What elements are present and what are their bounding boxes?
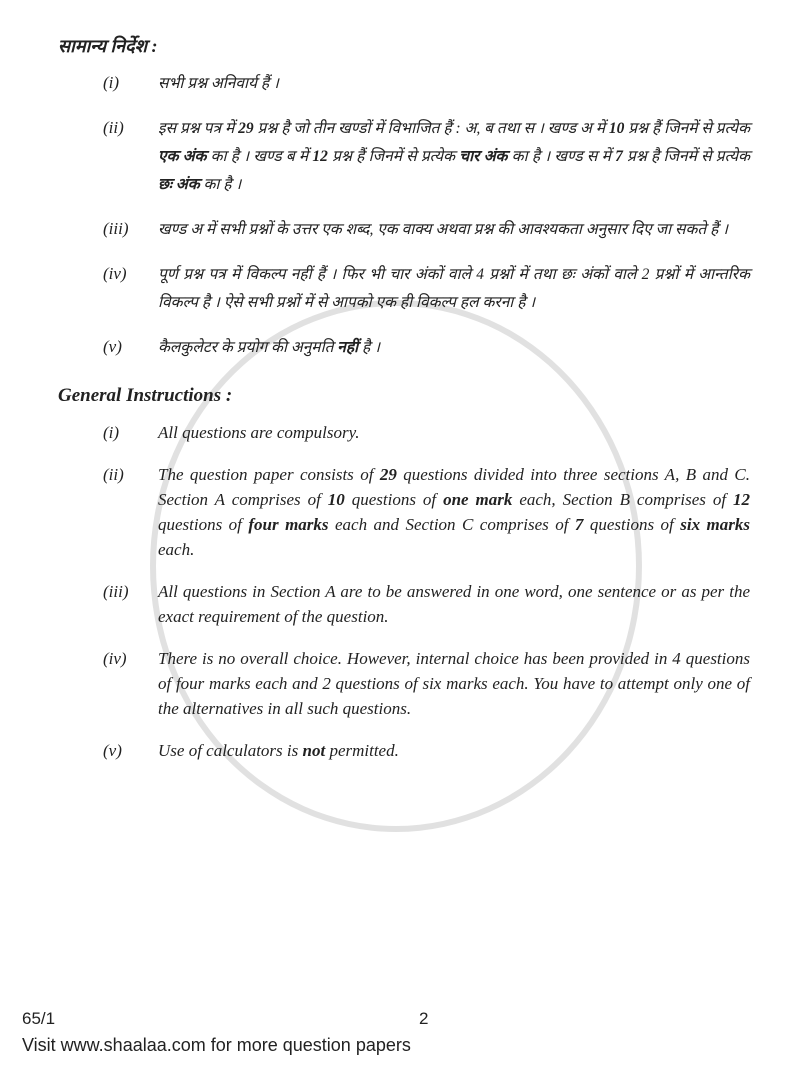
text-segment: प्रश्न है जो तीन खण्डों में विभाजित हैं : अ, ब तथा स । खण्ड अ में <box>253 120 609 137</box>
item-number: (iii) <box>103 219 129 238</box>
item-text <box>158 738 750 763</box>
item-text <box>158 462 750 562</box>
text-segment: Use of calculators is <box>158 741 303 760</box>
item-number: (iii) <box>103 582 129 601</box>
hindi-instruction-item <box>103 334 753 362</box>
english-instruction-item <box>103 420 753 445</box>
item-text <box>158 646 750 721</box>
text-segment: each. <box>158 540 195 559</box>
visit-link[interactable]: Visit www.shaalaa.com for more question papers <box>22 1035 411 1055</box>
hindi-instructions <box>0 70 800 362</box>
bold-text: 10 <box>327 490 345 509</box>
bold-text: 7 <box>574 515 584 534</box>
text-segment: इस प्रश्न पत्र में <box>158 120 239 137</box>
text-segment: का है । खण्ड ब में <box>206 148 313 165</box>
bold-text: four marks <box>248 515 329 534</box>
hindi-heading: सामान्य निर्देश : <box>58 36 158 56</box>
bold-text: one mark <box>443 490 513 509</box>
item-number: (i) <box>103 73 120 92</box>
bold-text: 12 <box>312 148 328 165</box>
bold-text: 29 <box>238 120 254 137</box>
text-segment: each, Section B comprises of <box>512 490 733 509</box>
item-text <box>158 334 750 362</box>
text-segment: का है । खण्ड स में <box>507 148 616 165</box>
text-segment: का है । <box>199 176 242 193</box>
text-segment: पूर्ण प्रश्न पत्र में विकल्प नहीं हैं । फिर भी चार अंकों वाले 4 प्रश्नों में तथा छः अंकों वाले 2 प्रश्नों में आन्तरिक विकल्प है । ऐसे सभी प्रश्नों में से आपको एक ही विकल्प हल करना है । <box>158 266 750 311</box>
bold-text: एक अंक <box>158 148 207 165</box>
text-segment: The question paper consists of <box>158 465 380 484</box>
bold-text: six marks <box>680 515 751 534</box>
english-heading: General Instructions : <box>58 385 233 406</box>
item-text <box>158 420 750 445</box>
page-number: 2 <box>419 1009 429 1028</box>
bold-text: 7 <box>615 148 623 165</box>
text-segment: questions of <box>583 515 681 534</box>
text-segment: each and Section C comprises of <box>328 515 575 534</box>
item-number: (iv) <box>103 264 127 283</box>
bold-text: छः अंक <box>158 176 200 193</box>
text-segment: सभी प्रश्न अनिवार्य हैं । <box>158 75 279 92</box>
text-segment: है । <box>358 339 381 356</box>
item-number: (ii) <box>103 118 124 137</box>
text-segment: permitted. <box>325 741 399 760</box>
text-segment: खण्ड अ में सभी प्रश्नों के उत्तर एक शब्द, एक वाक्य अथवा प्रश्न की आवश्यकता अनुसार दिए जा सकते हैं । <box>158 221 729 238</box>
item-text <box>158 70 750 98</box>
item-text <box>158 261 750 317</box>
hindi-instruction-item <box>103 70 753 98</box>
bold-text: चार अंक <box>459 148 508 165</box>
paper-code: 65/1 <box>22 1009 56 1028</box>
item-text <box>158 216 750 244</box>
hindi-instruction-item <box>103 115 753 199</box>
bold-text: नहीं <box>337 339 359 356</box>
item-number: (iv) <box>103 649 127 668</box>
bold-text: not <box>302 741 326 760</box>
item-text <box>158 115 750 199</box>
text-segment: प्रश्न हैं जिनमें से प्रत्येक <box>327 148 460 165</box>
bold-text: 12 <box>733 490 750 509</box>
hindi-instruction-item <box>103 261 753 317</box>
english-instruction-item <box>103 462 753 562</box>
english-instruction-item <box>103 579 753 629</box>
text-segment: All questions are compulsory. <box>158 423 360 442</box>
item-number: (ii) <box>103 465 124 484</box>
bold-text: 29 <box>379 465 397 484</box>
item-text <box>158 579 750 629</box>
hindi-instruction-item <box>103 216 753 244</box>
english-instruction-item <box>103 646 753 721</box>
text-segment: All questions in Section A are to be answered in one word, one sentence or as per the exact requirement of the question. <box>158 582 750 626</box>
item-number: (i) <box>103 423 120 442</box>
bold-text: 10 <box>608 120 625 137</box>
footer-row <box>22 1009 800 1033</box>
item-number: (v) <box>103 741 122 760</box>
page-footer <box>0 1009 800 1075</box>
text-segment: कैलकुलेटर के प्रयोग की अनुमति <box>158 339 338 356</box>
item-number: (v) <box>103 337 122 356</box>
text-segment: questions of <box>158 515 249 534</box>
english-instructions <box>0 420 800 763</box>
text-segment: questions divided into three sections A, B and C. Section A comprises of <box>158 465 750 509</box>
text-segment: प्रश्न है जिनमें से प्रत्येक <box>622 148 750 165</box>
text-segment: questions of <box>344 490 444 509</box>
english-instruction-item <box>103 738 753 763</box>
text-segment: There is no overall choice. However, internal choice has been provided in 4 questions of four marks each and 2 questions of six marks each. You have to attempt only one of the alternatives in all such questions. <box>158 649 750 718</box>
text-segment: प्रश्न हैं जिनमें से प्रत्येक <box>624 120 751 137</box>
